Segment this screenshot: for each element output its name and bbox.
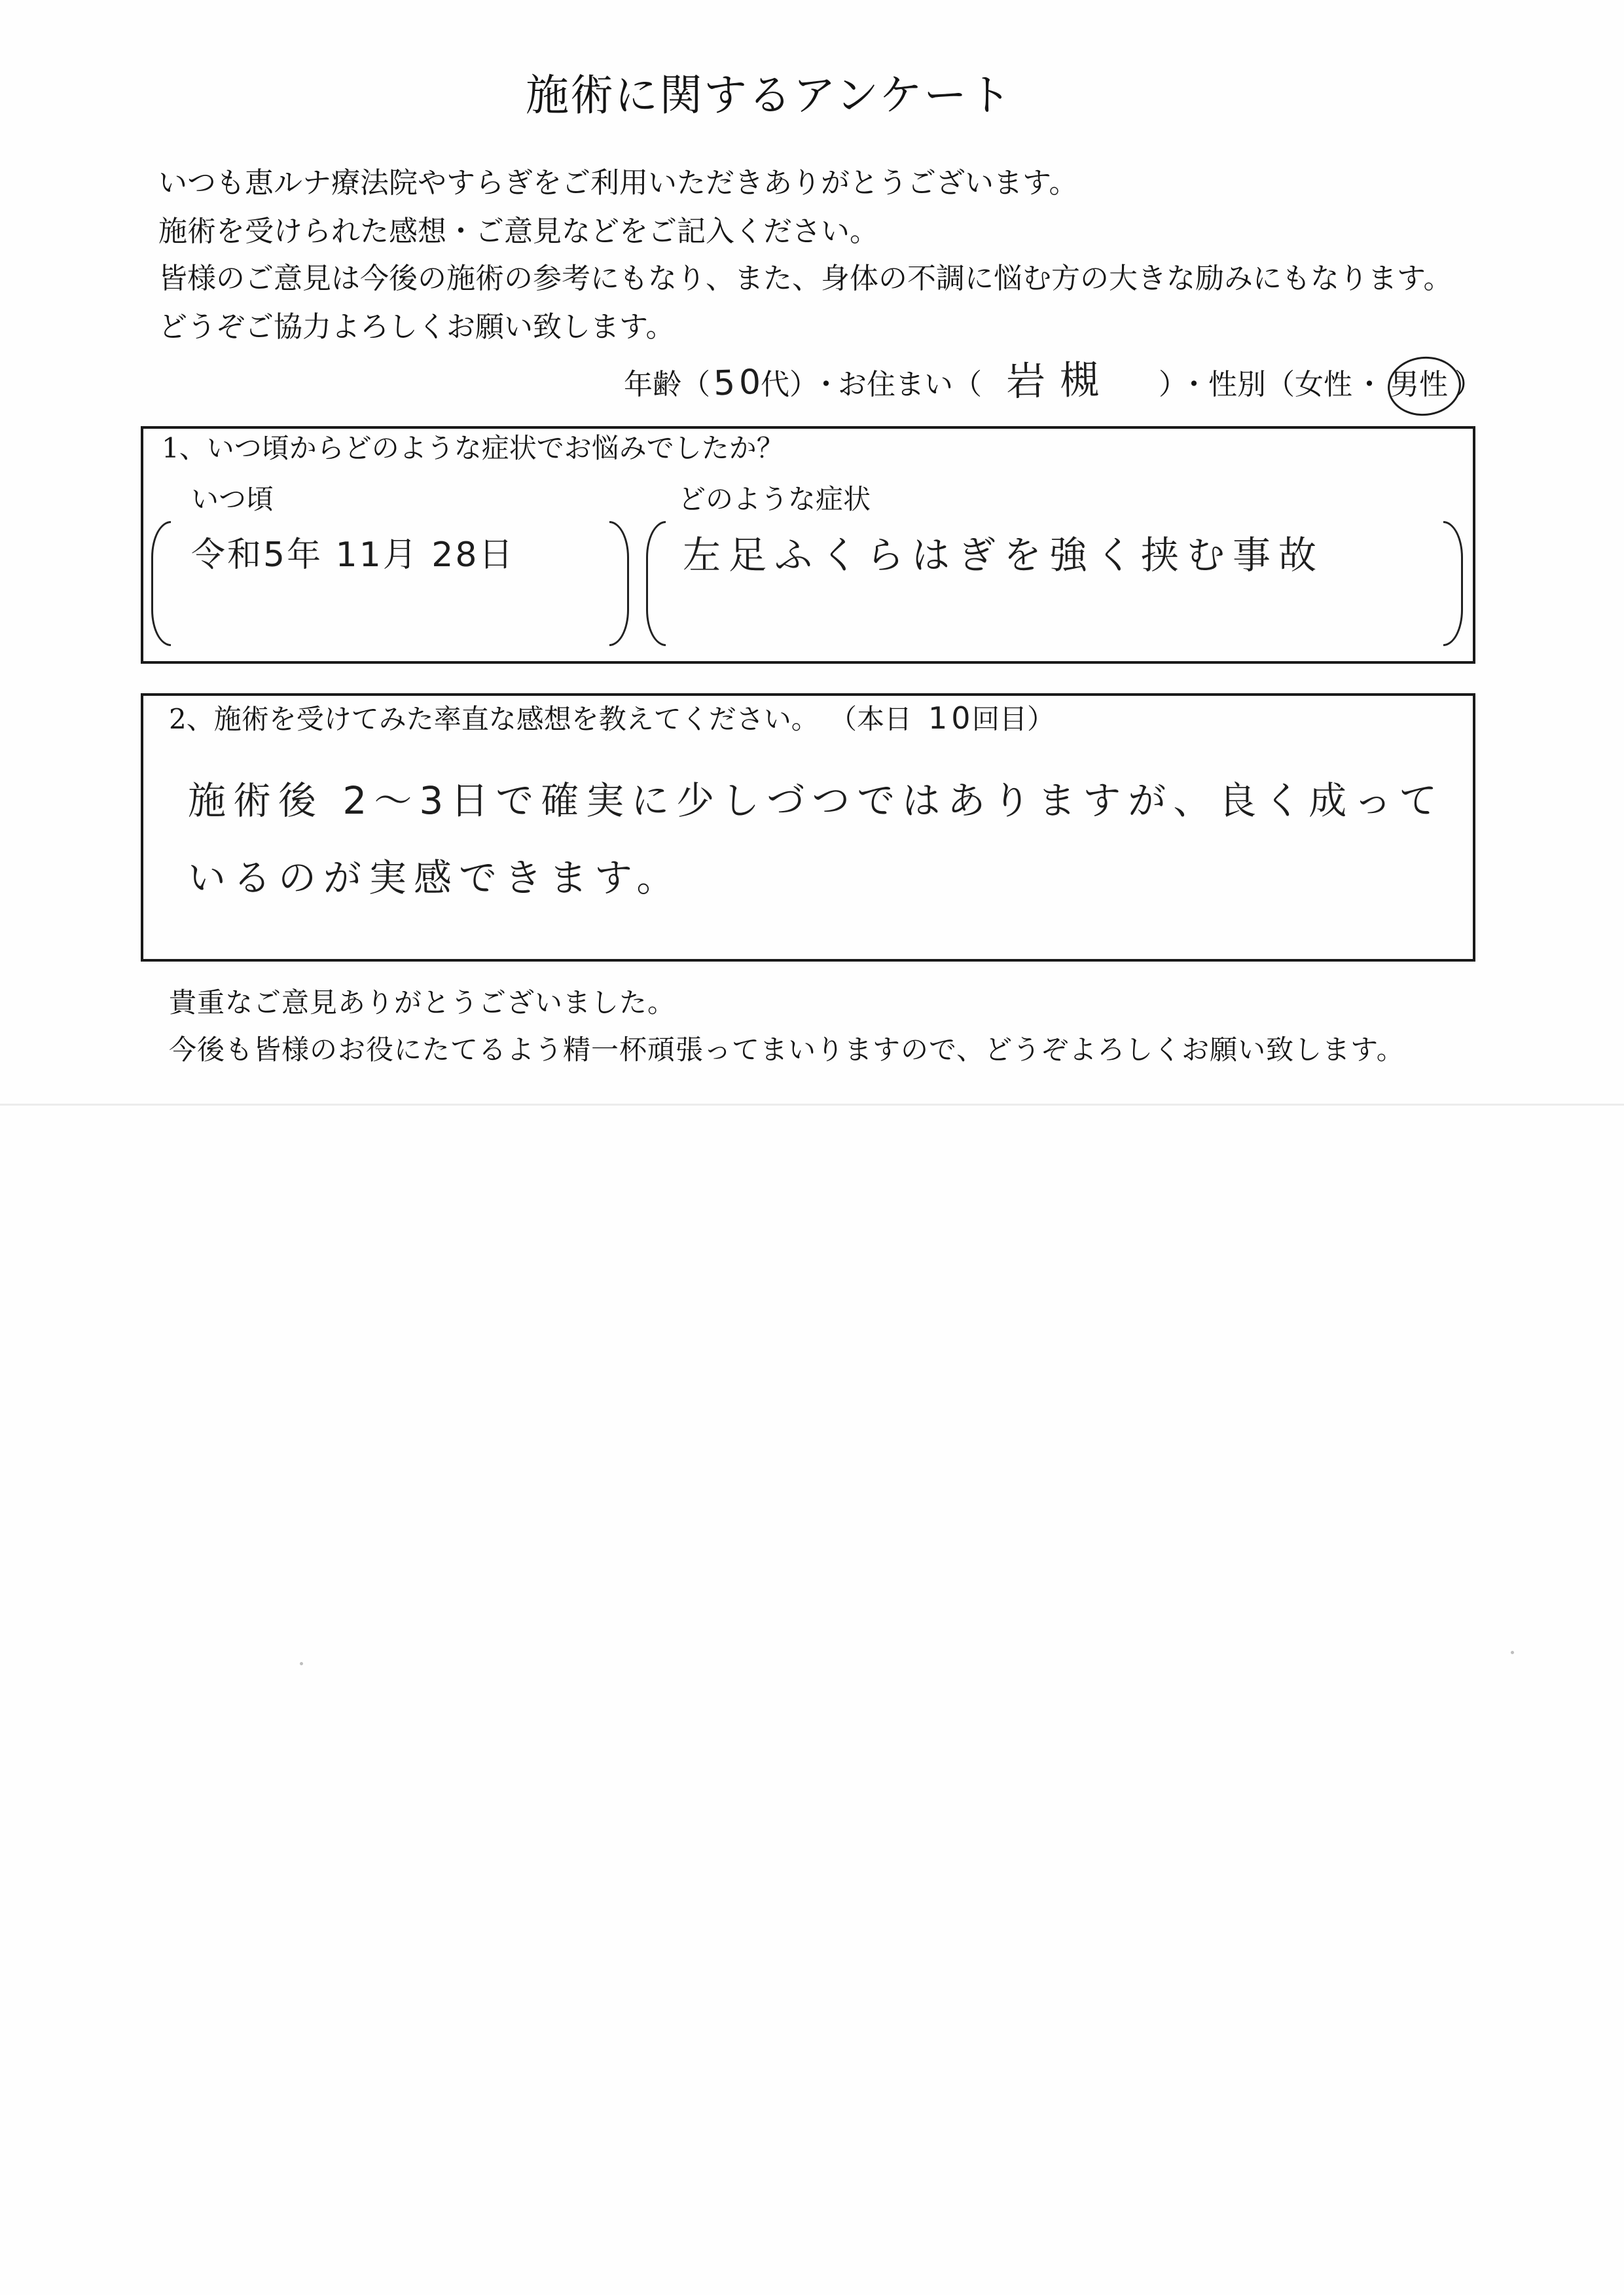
closing-line-2: 今後も皆様のお役にたてるよう精一杯頑張ってまいりますので、どうぞよろしくお願い致します。 [169,1034,1405,1066]
gender-option-male [1390,367,1448,403]
symptom-bracket-right [1443,521,1463,646]
feedback-line-2-handwritten: いるのが実感できます。 [188,856,682,900]
separator-dot: ・ [812,368,840,401]
residence-suffix: ） [1159,368,1187,401]
intro-line-4: どうぞご協力よろしくお願い致します。 [158,310,675,344]
scan-speck [300,1662,303,1665]
residence-value-handwritten: 岩槻 [1005,357,1114,405]
scan-fold-line [0,1104,1624,1106]
visit-count-handwritten: 10 [928,700,975,736]
symptom-label: どのような症状 [678,483,871,515]
separator-dot: ・ [1355,368,1384,401]
gender-label: 性別（ [1208,368,1295,401]
age-label: 年齢（ [624,368,710,401]
visit-prefix: （本日 [829,703,912,735]
separator-dot: ・ [1180,368,1208,401]
scan-speck [1511,1651,1514,1654]
feedback-line-1-handwritten: 施術後 2〜3日で確実に少しづつではありますが、良く成って [188,778,1445,823]
age-value-handwritten: 50 [712,362,766,404]
question-1-label: 1、いつ頃からどのような症状でお悩みでしたか？ [162,432,784,464]
selected-circle-mark [1385,353,1464,419]
visit-suffix: 回目） [972,703,1055,735]
gender-suffix: ） [1454,368,1483,401]
gender-option-label: 女性 [1295,368,1352,401]
question-1-box [141,426,1475,664]
survey-title: 施術に関するアンケート [525,70,1013,120]
symptom-bracket-left [646,521,666,646]
when-bracket-right [609,521,629,646]
question-2-label: 2、施術を受けてみた率直な感想を教えてください。 [169,703,819,735]
intro-line-1: いつも恵ルナ療法院やすらぎをご利用いただきありがとうございます。 [158,166,1078,200]
question-2-box [141,693,1475,962]
residence-label: お住まい（ [838,368,982,401]
gender-option-female [1295,367,1352,403]
intro-line-3: 皆様のご意見は今後の施術の参考にもなり、また、身体の不調に悩む方の大きな励みにもなります。 [158,262,1453,295]
closing-line-1: 貴重なご意見ありがとうございました。 [169,986,676,1019]
gender-option-label: 男性 [1390,368,1448,401]
when-answer-handwritten: 令和5年 11月 28日 [191,535,515,575]
intro-line-2: 施術を受けられた感想・ご意見などをご記入ください。 [158,215,878,248]
when-label: いつ頃 [191,483,274,515]
when-bracket-left [151,521,171,646]
age-suffix: 代） [761,368,818,401]
symptom-answer-handwritten: 左足ふくらはぎを強く挟む事故 [683,533,1325,577]
